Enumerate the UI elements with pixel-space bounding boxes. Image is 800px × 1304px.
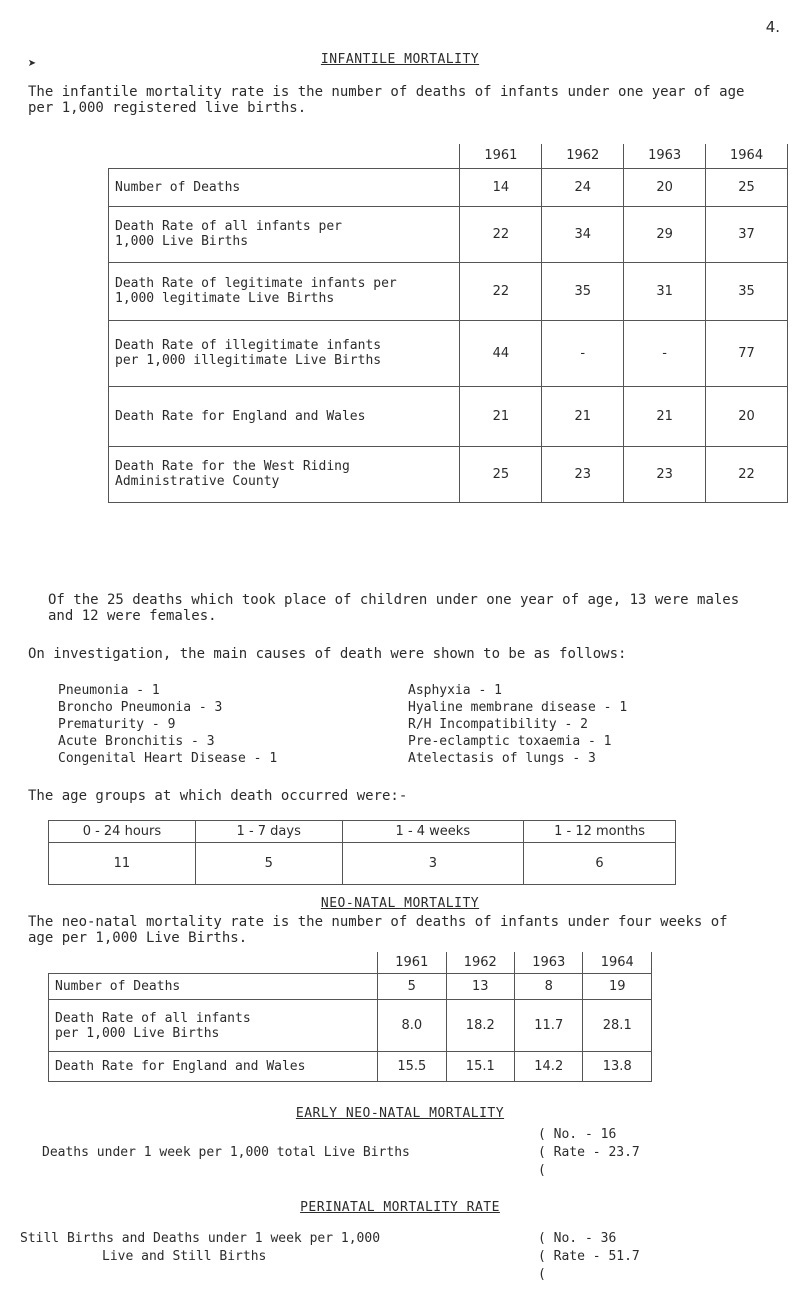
year-header: 1962 — [542, 144, 624, 168]
list-item: R/H Incompatibility - 2 — [408, 717, 589, 732]
year-header: 1964 — [583, 952, 652, 974]
year-header: 1962 — [446, 952, 514, 974]
age-group-table: 0 - 24 hours 1 - 7 days 1 - 4 weeks 1 - 12 months 11 5 3 6 — [48, 820, 676, 885]
neonatal-heading: NEO-NATAL MORTALITY — [320, 896, 480, 911]
age-group-header: 1 - 7 days — [195, 821, 342, 843]
causes-right-list — [408, 682, 627, 767]
causes-intro: On investigation, the main causes of death were shown to be as follows: — [28, 646, 627, 662]
list-item: Atelectasis of lungs - 3 — [408, 751, 596, 766]
list-item: Pneumonia - 1 — [58, 683, 160, 698]
age-group-header: 1 - 12 months — [524, 821, 676, 843]
year-header: 1963 — [624, 144, 706, 168]
causes-left-list — [58, 682, 277, 767]
list-item: Broncho Pneumonia - 3 — [58, 700, 223, 715]
table-row: Death Rate for the West Riding Administrative County 25 23 23 22 — [109, 446, 788, 502]
table-row: Death Rate of all infants per 1,000 Live Births 8.0 18.2 11.7 28.1 — [49, 1000, 652, 1052]
age-group-header: 0 - 24 hours — [49, 821, 196, 843]
perinatal-values: ( No. - 36 ( Rate - 51.7 ( — [538, 1231, 640, 1282]
table-row: Death Rate for England and Wales 21 21 21 20 — [109, 386, 788, 446]
infantile-heading: INFANTILE MORTALITY — [320, 52, 480, 67]
early-neonatal-label: Deaths under 1 week per 1,000 total Live Births — [42, 1145, 410, 1160]
perinatal-label: Still Births and Deaths under 1 week per 1,000 Live and Still Births — [20, 1231, 381, 1264]
list-item: Congenital Heart Disease - 1 — [58, 751, 278, 766]
neonatal-intro: The neo-natal mortality rate is the number of deaths of infants under four weeks of age per 1,000 Live Births. — [28, 914, 728, 946]
list-item: Hyaline membrane disease - 1 — [408, 700, 628, 715]
perinatal-heading: PERINATAL MORTALITY RATE — [300, 1200, 500, 1215]
year-header: 1961 — [460, 144, 542, 168]
table-row: Death Rate of all infants per 1,000 Live Births 22 34 29 37 — [109, 206, 788, 262]
table-row: Death Rate of illegitimate infants per 1,000 illegitimate Live Births 44 - - 77 — [109, 320, 788, 386]
infantile-table — [108, 144, 788, 503]
table-row: Death Rate for England and Wales 15.5 15.1 14.2 13.8 — [49, 1052, 652, 1082]
list-item: Asphyxia - 1 — [408, 683, 502, 698]
early-neonatal-heading: EARLY NEO-NATAL MORTALITY — [295, 1106, 505, 1121]
year-header: 1964 — [706, 144, 788, 168]
page-number: 4. — [765, 18, 780, 36]
age-group-header: 1 - 4 weeks — [342, 821, 523, 843]
list-item: Acute Bronchitis - 3 — [58, 734, 215, 749]
infantile-intro: The infantile mortality rate is the number of deaths of infants under one year of age per 1,000 registered live births. — [28, 84, 745, 116]
list-item: Pre-eclamptic toxaemia - 1 — [408, 734, 612, 749]
early-neonatal-values: ( No. - 16 ( Rate - 23.7 ( — [538, 1127, 640, 1178]
table-row: Death Rate of legitimate infants per 1,000 legitimate Live Births 22 35 31 35 — [109, 262, 788, 320]
list-item: Prematurity - 9 — [58, 717, 176, 732]
year-header: 1963 — [515, 952, 583, 974]
table-row: Number of Deaths 5 13 8 19 — [49, 974, 652, 1000]
year-header: 1961 — [378, 952, 446, 974]
arrow-bullet-icon: ➤ — [28, 56, 37, 72]
age-intro: The age groups at which death occurred were:- — [28, 788, 408, 804]
deaths-summary: Of the 25 deaths which took place of children under one year of age, 13 were males and 12 were females. — [48, 592, 740, 624]
neonatal-table — [48, 952, 652, 1082]
table-row: Number of Deaths 14 24 20 25 — [109, 168, 788, 206]
